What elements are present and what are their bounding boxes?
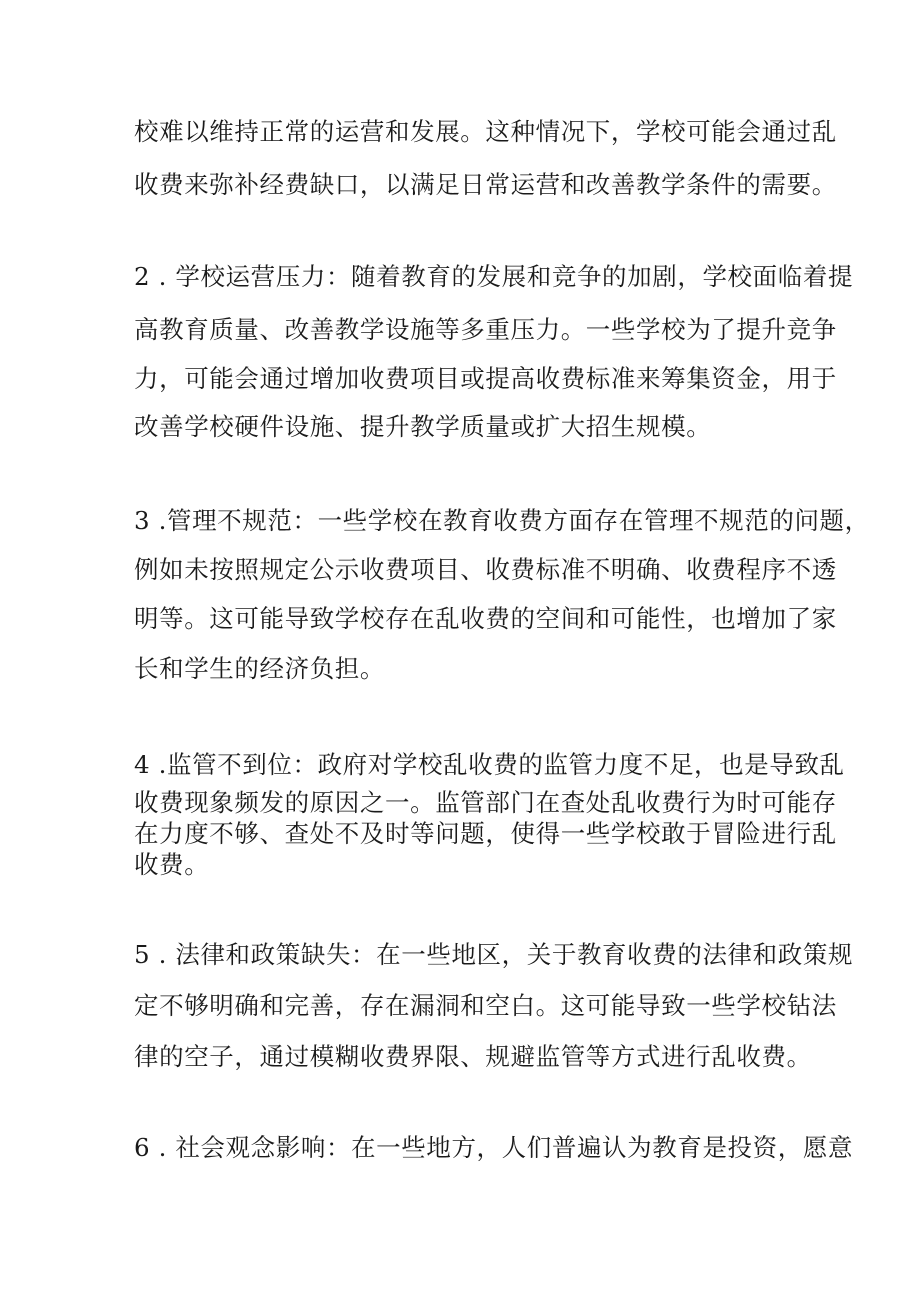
text-line: 改善学校硬件设施、提升教学质量或扩大招生规模。: [134, 412, 712, 441]
text-line: 定不够明确和完善，存在漏洞和空白。这可能导致一些学校钻法: [134, 991, 837, 1020]
text-line: 4 .监管不到位：政府对学校乱收费的监管力度不足，也是导致乱: [134, 750, 845, 779]
text-line: 长和学生的经济负担。: [134, 654, 385, 683]
text-line: 力，可能会通过增加收费项目或提高收费标准来筹集资金，用于: [134, 364, 837, 393]
text-line: 6 . 社会观念影响：在一些地方，人们普遍认为教育是投资，愿意: [134, 1133, 854, 1162]
text-line: 例如未按照规定公示收费项目、收费标准不明确、收费程序不透: [134, 555, 837, 584]
text-line: 高教育质量、改善教学设施等多重压力。一些学校为了提升竞争: [134, 315, 837, 344]
text-line: 收费来弥补经费缺口，以满足日常运营和改善教学条件的需要。: [134, 170, 837, 199]
text-line: 收费。: [134, 850, 210, 879]
text-line: 在力度不够、查处不及时等问题，使得一些学校敢于冒险进行乱: [134, 819, 837, 848]
text-line: 2 . 学校运营压力：随着教育的发展和竞争的加剧，学校面临着提: [134, 262, 854, 291]
text-line: 收费现象频发的原因之一。监管部门在查处乱收费行为时可能存: [134, 788, 837, 817]
text-line: 5 . 法律和政策缺失：在一些地区，关于教育收费的法律和政策规: [134, 940, 854, 969]
text-line: 校难以维持正常的运营和发展。这种情况下，学校可能会通过乱: [134, 117, 837, 146]
text-line: 律的空子，通过模糊收费界限、规避监管等方式进行乱收费。: [134, 1042, 812, 1071]
text-line: 3 .管理不规范：一些学校在教育收费方面存在管理不规范的问题，: [134, 506, 870, 535]
text-line: 明等。这可能导致学校存在乱收费的空间和可能性，也增加了家: [134, 604, 837, 633]
